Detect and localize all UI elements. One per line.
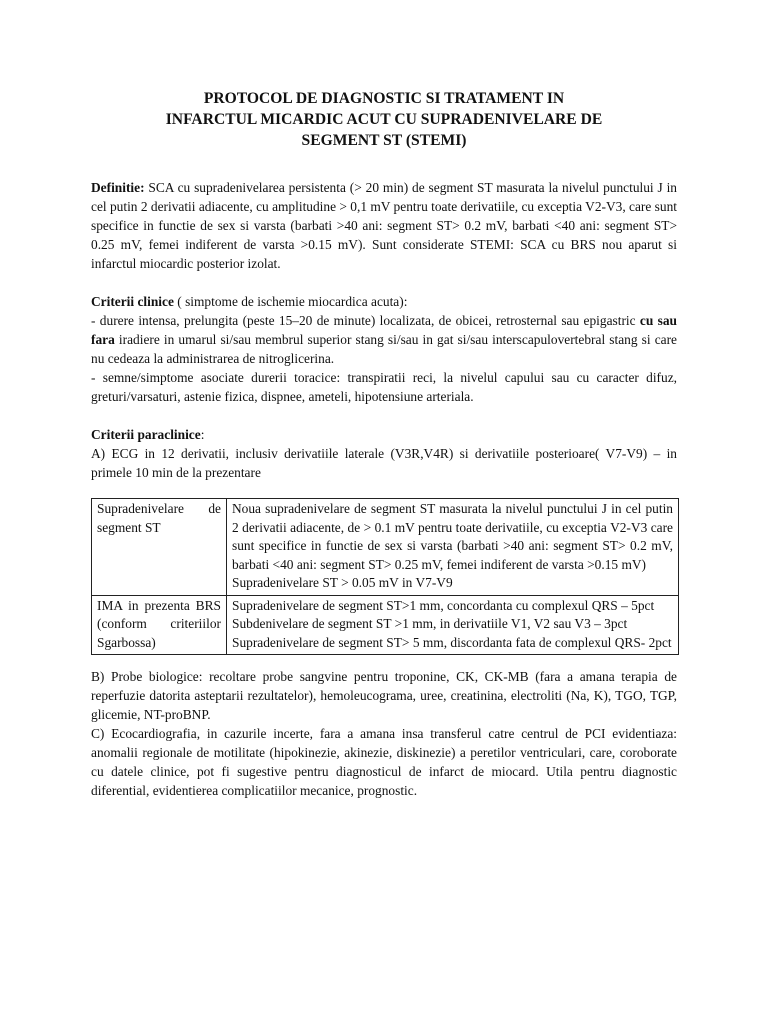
probe-biologice-paragraph: B) Probe biologice: recoltare probe sangvine pentru troponine, CK, CK-MB (fara a amana terapia de reperfuzie datorita asteptarii rezultatelor), hemoleucograma, uree, creatinina, electroliti (Na, K), TGO, TGP, glicemie, NT-proBNP. [91,669,677,722]
table-cell-label: Supradenivelare de segment ST [92,499,227,596]
table-row [92,595,679,655]
table-row [92,499,679,596]
stemi-criteria-table [91,498,679,655]
criterii-clinice-intro: ( simptome de ischemie miocardica acuta): [173,294,408,309]
title-line-2: INFARCTUL MICARDIC ACUT CU SUPRADENIVELARE DE [165,111,603,128]
document-title [91,88,677,151]
cell-line: Subdenivelare de segment ST >1 mm, in derivatiile V1, V2 sau V3 – 3pct [232,616,628,631]
table-cell-description [227,499,679,596]
criterii-clinice-item-2: - semne/simptome asociate durerii toracice: transpiratii reci, la nivelul capului sau cu caracter difuz, greturi/varsaturi, astenie fizica, dispnee, ameteli, hipotensiune arteriala. [91,370,677,404]
table-cell-description [227,595,679,655]
item-1-text-a: - durere intensa, prelungita (peste 15–20 de minute) localizata, de obicei, retrosternal sau epigastric [91,313,640,328]
ecocardiografia-paragraph: C) Ecocardiografia, in cazurile incerte, fara a amana insa transferul catre centrul de PCI evidentiaza: anomalii regionale de motilitate (hipokinezie, akinezie, diskinezie) a peretilor ventriculari, care, coroborate cu datele clinice, pot fi sugestive pentru diagnosticul de infarct de miocard. Utila pentru diagnostic diferential, evidentierea complicatiilor mecanice, prognostic. [91,726,677,798]
cell-line: Supradenivelare ST > 0.05 mV in V7-V9 [232,575,453,590]
title-line-1: PROTOCOL DE DIAGNOSTIC SI TRATAMENT IN [203,90,565,107]
criterii-clinice-label: Criterii clinice [91,294,174,309]
ecg-paragraph: A) ECG in 12 derivatii, inclusiv derivatiile laterale (V3R,V4R) si derivatiile posterioare( V7-V9) – in primele 10 min de la prezentare [91,446,677,480]
criterii-paraclinice-label: Criterii paraclinice [91,427,201,442]
criterii-paraclinice-section [91,425,677,800]
cell-line: Supradenivelare de segment ST> 5 mm, discordanta fata de complexul QRS- 2pct [232,634,672,650]
document-body [91,88,677,800]
definitie-section [91,178,677,273]
cell-line: Supradenivelare de segment ST>1 mm, concordanta cu complexul QRS – 5pct [232,597,655,613]
heading-colon: : [200,427,205,442]
definitie-text: SCA cu supradenivelarea persistenta (> 20 min) de segment ST masurata la nivelul punctului J in cel putin 2 derivatii adiacente, cu amplitudine > 0,1 mV pentru toate derivatiile, cu exceptia V2-V3, care sunt specifice in functie de sex si varsta (barbati >40 ani: segment ST> 0.2 mV, barbati <40 ani: segment ST> 0.25 mV, femei indiferent de varsta >0.15 mV). Sunt considerate STEMI: SCA cu BRS nou aparut si infarctul miocardic posterior izolat. [91,180,678,271]
criterii-paraclinice-heading [91,425,677,444]
definitie-paragraph [91,178,677,273]
title-line-3: SEGMENT ST (STEMI) [301,132,467,149]
criterii-clinice-item-1 [91,311,677,368]
criterii-clinice-heading [91,292,677,311]
criterii-clinice-section [91,292,677,406]
definitie-label: Definitie: [91,180,145,195]
item-1-text-b: iradiere in umarul si/sau membrul superior stang si/sau in gat si/sau interscapulovertebral stang si care nu cedeaza la administrarea de nitroglicerina. [91,332,677,366]
cell-line: Noua supradenivelare de segment ST masurata la nivelul punctului J in cel putin 2 derivatii adiacente, de > 0.1 mV pentru toate derivatiile, cu exceptia V2-V3 care sunt specifice in functie de sex si varsta (barbati >40 ani: segment ST> 0.2 mV, barbati <40 ani: segment ST> 0.25 mV, femei indiferent de varsta >0.15 mV) [232,501,673,572]
table-cell-label: IMA in prezenta BRS (conform criteriilor Sgarbossa) [92,595,227,655]
item-1-bold: cu sau fara [91,313,678,347]
